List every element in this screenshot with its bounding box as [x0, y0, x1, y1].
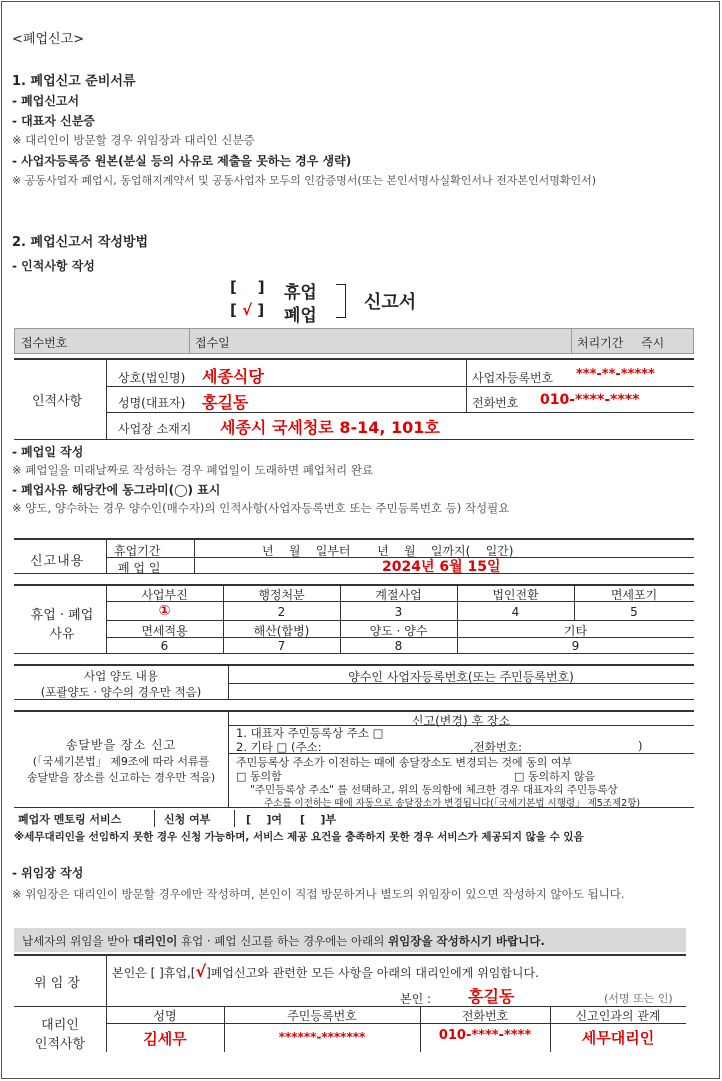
- proxy-intro-c: 휴업 · 폐업 신고를 하는 경우에는 아래의: [177, 934, 389, 948]
- proxy-section: [14, 954, 686, 1050]
- suspend-bracket: [ ]: [230, 278, 265, 296]
- reason-name: 법인전환: [492, 588, 539, 602]
- reason-num: 3: [394, 605, 403, 619]
- phone-value: 010-****-****: [540, 392, 640, 408]
- proxy-statement-b: ]폐업신고와 관련한 모든 사항을 아래의 대리인에게 위임합니다.: [206, 966, 539, 980]
- phone-label: 전화번호: [472, 396, 519, 410]
- close-date-label: 폐 업 일: [118, 561, 161, 575]
- reasons-section: [14, 584, 694, 654]
- form-suffix: 신고서: [364, 292, 417, 313]
- rep-label: 성명(대표자): [118, 396, 186, 410]
- delivery-line6: 주소를 이전하는 때에 자동으로 송달장소가 변경됩니다(「국세기본법 시행령」 제5조제2항): [264, 798, 641, 809]
- reason-num: 4: [511, 605, 520, 619]
- reason-num: 8: [394, 639, 403, 653]
- agent-value: 세무대리인: [581, 1029, 655, 1047]
- close-check-mark: √: [242, 301, 253, 319]
- rep-value: 홍길동: [202, 393, 249, 412]
- proxy-intro-a: 납세자의 위임을 받아: [22, 934, 133, 948]
- agent-label: [14, 1014, 106, 1052]
- section3-note: ※ 위임장은 대리인이 방문할 경우에만 작성하며, 본인이 직접 방문하거나 별도의 위임장이 있으면 작성하지 않아도 됩니다.: [12, 887, 625, 901]
- delivery-label-line1: 송달받을 장소 신고: [65, 738, 177, 752]
- transfer-label: [14, 668, 228, 700]
- proxy-check-mark: √: [195, 962, 207, 981]
- sign-note: (서명 또는 인): [604, 992, 673, 1005]
- reasons-label-line2: 사유: [49, 627, 75, 642]
- personal-section-label: 인적사항: [32, 394, 83, 409]
- principal-label: 본인 :: [400, 992, 432, 1006]
- delivery-disagree: □ 동의하지 않음: [514, 770, 596, 783]
- proxy-intro-bar: [14, 928, 686, 952]
- delivery-line2b: ,전화번호:: [470, 740, 522, 754]
- reasons-label-line1: 휴업 · 폐업: [30, 608, 94, 623]
- mentoring-label: 폐업자 멘토링 서비스: [18, 813, 122, 826]
- addr-label: 사업장 소재지: [118, 422, 192, 436]
- section2-heading: 2. 폐업신고서 작성방법: [12, 235, 149, 250]
- close-date-value: 2024년 6월 15일: [382, 559, 501, 575]
- agent-header: 주민등록번호: [287, 1009, 357, 1023]
- transfer-label-line2: (포괄양도 · 양수의 경우만 적음): [40, 685, 202, 699]
- close-label: 폐업: [284, 306, 317, 326]
- agent-value: 김세무: [143, 1030, 187, 1048]
- agent-label-line1: 대리인: [41, 1018, 79, 1033]
- reason-name: 면세적용: [141, 624, 188, 638]
- reason-num-circled: ①: [158, 603, 171, 619]
- receipt-no-label: 접수번호: [21, 336, 68, 350]
- reason-name: 양도 · 양수: [369, 624, 428, 638]
- title-brace: [336, 284, 346, 318]
- company-label: 상호(법인명): [118, 371, 186, 385]
- report-label: 신고내용: [30, 554, 85, 569]
- page-title: <폐업신고>: [12, 32, 85, 47]
- closure-note: ※ 양도, 양수하는 경우 양수인(매수자)의 인적사항(사업자등록번호 또는 주민등록번호 등) 작성필요: [12, 501, 510, 515]
- agent-label-line2: 인적사항: [34, 1037, 86, 1052]
- principal-value: 홍길동: [468, 987, 515, 1006]
- delivery-label-line3: 송달받을 장소를 신고하는 경우만 적음): [26, 771, 216, 784]
- reason-name: 면세포기: [610, 588, 658, 602]
- proxy-statement: [112, 962, 539, 981]
- close-bracket: [ √ ]: [230, 301, 265, 319]
- company-value: 세종식당: [202, 367, 264, 386]
- agent-value: 010-****-****: [438, 1028, 532, 1043]
- reason-name: 사업부진: [141, 588, 188, 602]
- reason-num: 7: [277, 639, 286, 653]
- agent-value: ******-*******: [278, 1030, 366, 1044]
- proxy-intro-d: 위임장을 작성하시기 바랍니다.: [388, 934, 545, 948]
- receipt-date-label: 접수일: [195, 336, 230, 350]
- transfer-label-line1: 사업 양도 내용: [84, 669, 158, 683]
- agent-header: 전화번호: [461, 1009, 509, 1023]
- agent-header: 성명: [153, 1009, 177, 1023]
- section2-sub: - 인적사항 작성: [12, 259, 95, 273]
- delivery-line5: "주민등록상 주소" 를 선택하고, 위의 동의함에 체크한 경우 대표자의 주민등록상: [250, 784, 618, 796]
- suspend-period-label: 휴업기간: [114, 544, 161, 558]
- s1-item: - 대표자 신분증: [12, 114, 95, 128]
- reason-num: 2: [277, 605, 286, 619]
- bizno-value: ***-**-*****: [576, 367, 655, 382]
- reasons-label: [24, 604, 100, 642]
- mentoring-yes: [ ]여: [246, 813, 282, 826]
- agent-header: 신고인과의 관계: [575, 1009, 661, 1023]
- section1-list: [12, 92, 712, 192]
- proxy-intro: [22, 933, 545, 949]
- reason-name: 기타: [563, 624, 588, 638]
- delivery-header: 신고(변경) 후 장소: [411, 714, 511, 728]
- proxy-label: 위 임 장: [34, 976, 80, 991]
- reason-name: 행정처분: [258, 588, 305, 602]
- period-label: 처리기간: [577, 336, 624, 350]
- delivery-label: [14, 736, 228, 785]
- addr-value: 세종시 국세청로 8-14, 101호: [220, 418, 440, 437]
- section1-heading: 1. 폐업신고 준비서류: [12, 74, 136, 89]
- delivery-agree: □ 동의함: [236, 770, 282, 783]
- proxy-statement-a: 본인은 [ ]휴업,[: [112, 966, 196, 980]
- reason-num: 6: [160, 639, 169, 653]
- delivery-label-line2: (「국세기본법」 제9조에 따라 서류를: [32, 755, 210, 768]
- suspend-period-value: 년 월 일부터 년 월 일까지( 일간): [262, 544, 514, 558]
- proxy-intro-b: 대리인이: [132, 934, 178, 948]
- delivery-line2a: 2. 기타 □ (주소:: [236, 740, 322, 754]
- transfer-header: 양수인 사업자등록번호(또는 주민등록번호): [348, 670, 574, 684]
- delivery-line2c: ): [638, 739, 643, 753]
- delivery-line1: 1. 대표자 주민등록상 주소 □: [236, 726, 384, 740]
- bizno-label: 사업자등록번호: [472, 371, 554, 385]
- delivery-section: [14, 710, 694, 808]
- mentoring-apply: 신청 여부: [164, 813, 211, 826]
- transfer-section: [14, 664, 694, 700]
- closure-note: ※ 폐업일을 미래날짜로 작성하는 경우 폐업일이 도래하면 폐업처리 완료: [12, 463, 374, 477]
- closure-note: - 폐업사유 해당칸에 동그라미(◯) 표시: [12, 483, 221, 497]
- form-title: [230, 278, 490, 326]
- reason-name: 계절사업: [375, 588, 422, 602]
- reason-name: 해산(합병): [253, 624, 310, 638]
- s1-item: - 사업자등록증 원본(분실 등의 사유로 제출을 못하는 경우 생략): [12, 154, 352, 168]
- s1-note: ※ 대리인이 방문할 경우 위임장과 대리인 신분증: [12, 133, 255, 147]
- reason-num: 5: [630, 605, 638, 619]
- mentoring-note: ※세무대리인을 선임하지 못한 경우 신청 가능하며, 서비스 제공 요건을 충족하지 못한 경우 서비스가 제공되지 않을 수 있음: [14, 831, 584, 843]
- suspend-label: 휴업: [284, 283, 317, 303]
- s1-item: - 폐업신고서: [12, 94, 80, 108]
- report-section: [14, 538, 694, 574]
- mentoring-row: [14, 810, 354, 827]
- closure-notes: [12, 443, 712, 519]
- personal-section: [14, 358, 694, 440]
- s1-note: ※ 공동사업자 폐업시, 동업해지계약서 및 공동사업자 모두의 인감증명서(또는 본인서명사실확인서나 전자본인서명확인서): [12, 174, 597, 187]
- closure-note: - 폐업일 작성: [12, 445, 84, 459]
- period-value: 즉시: [641, 336, 665, 350]
- receipt-row: [14, 328, 694, 354]
- reason-num: 9: [571, 639, 580, 653]
- delivery-line3: 주민등록상 주소가 이전하는 때에 송달장소도 변경되는 것에 동의 여부: [236, 756, 573, 769]
- section3-heading: - 위임장 작성: [12, 866, 84, 880]
- mentoring-no: [ ]부: [300, 813, 336, 826]
